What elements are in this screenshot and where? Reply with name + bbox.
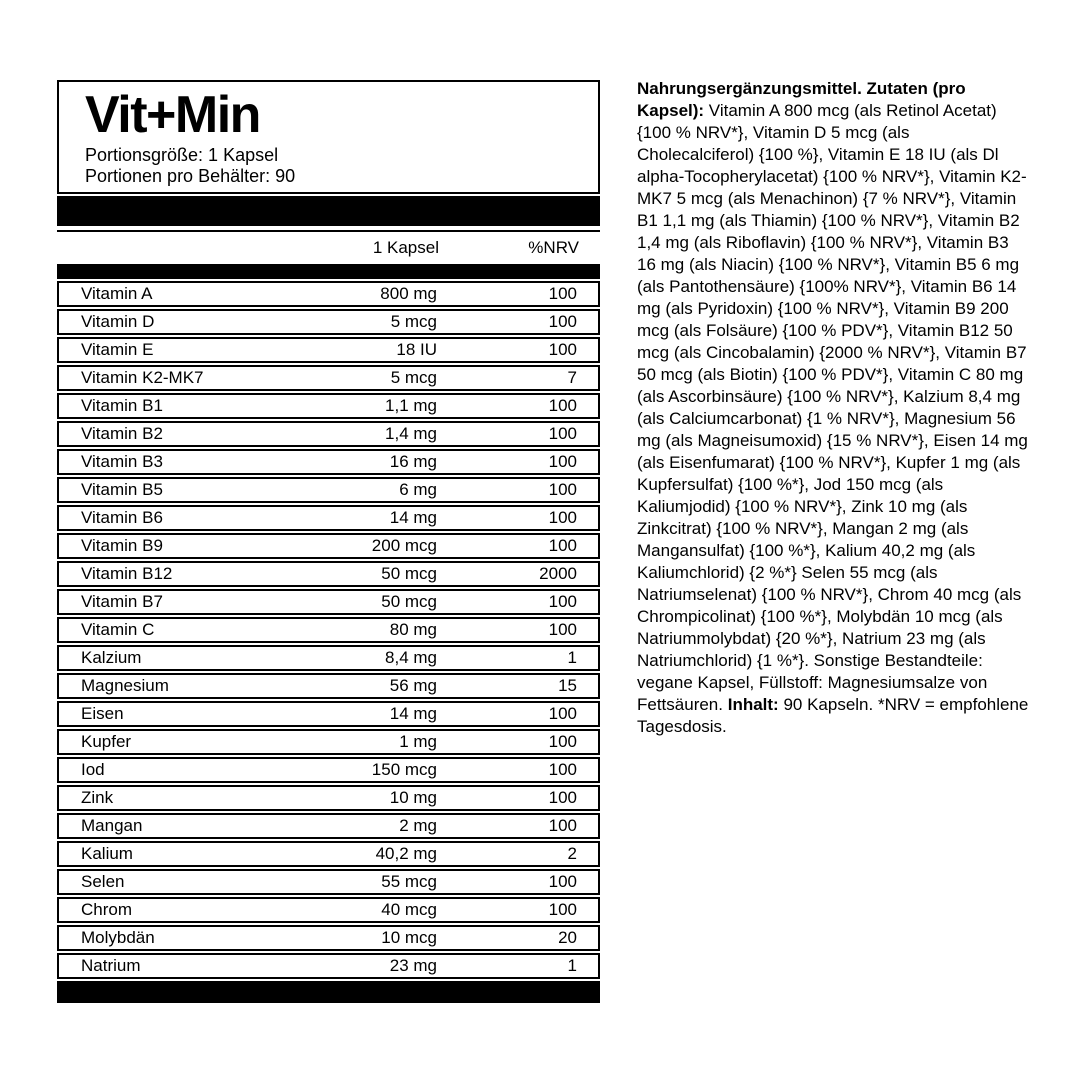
row-nutrient-name: Vitamin K2-MK7 [81, 368, 204, 387]
divider-bar-middle [57, 264, 600, 279]
table-row [57, 813, 600, 839]
row-nutrient-name: Vitamin B7 [81, 592, 163, 611]
row-nutrient-name: Vitamin D [81, 312, 155, 331]
row-amount: 2 mg [399, 816, 437, 835]
ingredients-lead: Nahrungsergänzungsmittel. Zutaten (pro Kapsel): [637, 79, 966, 120]
row-amount: 16 mg [389, 452, 437, 471]
row-amount: 14 mg [389, 704, 437, 723]
row-nrv-percent: 1 [567, 648, 577, 667]
row-amount: 10 mcg [381, 928, 437, 947]
row-amount: 800 mg [380, 284, 437, 303]
row-amount: 80 mg [389, 620, 437, 639]
table-row [57, 617, 600, 643]
table-row [57, 757, 600, 783]
row-amount: 14 mg [389, 508, 437, 527]
table-column-header [57, 230, 600, 264]
row-nrv-percent: 100 [548, 760, 577, 779]
row-nutrient-name: Vitamin B6 [81, 508, 163, 527]
row-nutrient-name: Kalium [81, 844, 133, 863]
ingredients-text [637, 78, 1029, 738]
table-row [57, 673, 600, 699]
table-row [57, 729, 600, 755]
table-row [57, 421, 600, 447]
table-row [57, 785, 600, 811]
row-nutrient-name: Selen [81, 872, 125, 891]
row-amount: 5 mcg [390, 368, 437, 387]
row-nrv-percent: 100 [548, 424, 577, 443]
row-nutrient-name: Vitamin B1 [81, 396, 163, 415]
row-nutrient-name: Vitamin B3 [81, 452, 163, 471]
row-amount: 1,1 mg [385, 396, 437, 415]
row-nutrient-name: Vitamin A [81, 284, 153, 303]
row-nrv-percent: 100 [548, 508, 577, 527]
row-nrv-percent: 100 [548, 452, 577, 471]
row-amount: 40,2 mg [375, 844, 437, 863]
row-nrv-percent: 7 [567, 368, 577, 387]
row-amount: 23 mg [389, 956, 437, 975]
table-row [57, 869, 600, 895]
row-amount: 8,4 mg [385, 648, 437, 667]
row-amount: 5 mcg [390, 312, 437, 331]
row-nrv-percent: 100 [548, 704, 577, 723]
row-nutrient-name: Magnesium [81, 676, 169, 695]
row-nrv-percent: 1 [567, 956, 577, 975]
table-row [57, 701, 600, 727]
row-amount: 1 mg [399, 732, 437, 751]
table-row [57, 365, 600, 391]
row-nutrient-name: Vitamin B5 [81, 480, 163, 499]
row-nutrient-name: Eisen [81, 704, 124, 723]
column-header-amount: 1 Kapsel [372, 238, 439, 257]
ingredients-body: Vitamin A 800 mcg (als Retinol Acetat) {100 % NRV*}, Vitamin D 5 mcg (als Cholecalciferol) {100 %}, Vitamin E 18 IU (als Dl alpha-Tocopherylacetat) {100 % NRV*}, Vitamin K2-MK7 5 mcg (als Menachinon) {7 % NRV*}, Vitamin B1 1,1 mg (als Thiamin) {100 % NRV*}, Vitamin B2 1,4 mg (als Riboflavin) {100 % NRV*}, Vitamin B3 16 mg (als Niacin) {100 % NRV*}, Vitamin B5 6 mg (als Pantothensäure) {100% NRV*}, Vitamin B6 14 mg (als Pyridoxin) {100 % NRV*}, Vitamin B9 200 mcg (als Folsäure) {100 % PDV*}, Vitamin B12 50 mcg (als Cincobalamin) {2000 % NRV*}, Vitamin B7 50 mcg (als Biotin) {100 % PDV*}, Vitamin C 80 mg (als Ascorbinsäure) {100 % NRV*}, Kalzium 8,4 mg (als Calciumcarbonat) {1 % NRV*}, Magnesium 56 mg (als Magneisumoxid) {15 % NRV*}, Eisen 14 mg (als Eisenfumarat) {100 % NRV*}, Kupfer 1 mg (als Kupfersulfat) {100 %*}, Jod 150 mcg (als Kaliumjodid) {100 % NRV*}, Zink 10 mg (als Zinkcitrat) {100 % NRV*}, Mangan 2 mg (als Mangansulfat) {100 %*}, Kalium 40,2 mg (als Kaliumchlorid) {2 %*} Selen 55 mcg (als Natriumselenat) {100 % NRV*}, Chrom 40 mcg (als Chrompicolinat) {100 %*}, Molybdän 10 mcg (als Natriummolybdat) {20 %*}, Natrium 23 mg (als Natriumchlorid) {1 %*}. Sonstige Bestandteile: vegane Kapsel, Füllstoff: Magnesiumsalze von Fettsäuren. [637, 101, 1028, 714]
row-nrv-percent: 100 [548, 816, 577, 835]
table-row [57, 477, 600, 503]
row-nrv-percent: 100 [548, 592, 577, 611]
row-nutrient-name: Natrium [81, 956, 141, 975]
row-nrv-percent: 100 [548, 396, 577, 415]
table-row [57, 897, 600, 923]
table-row [57, 953, 600, 979]
row-nrv-percent: 100 [548, 480, 577, 499]
ingredients-tail: 90 Kapseln. *NRV = empfohlene Tagesdosis. [637, 695, 1029, 736]
row-amount: 55 mcg [381, 872, 437, 891]
row-amount: 50 mcg [381, 592, 437, 611]
product-title: Vit+Min [85, 86, 260, 144]
row-amount: 10 mg [389, 788, 437, 807]
divider-bar-bottom [57, 981, 600, 1003]
table-row [57, 337, 600, 363]
row-nutrient-name: Zink [81, 788, 114, 807]
facts-header-box [57, 80, 600, 194]
row-nutrient-name: Iod [81, 760, 105, 779]
table-row [57, 533, 600, 559]
row-nutrient-name: Vitamin B2 [81, 424, 163, 443]
table-row [57, 645, 600, 671]
row-nutrient-name: Kalzium [81, 648, 142, 667]
column-header-nrv: %NRV [528, 238, 579, 257]
row-amount: 56 mg [389, 676, 437, 695]
table-row [57, 841, 600, 867]
row-nrv-percent: 100 [548, 620, 577, 639]
row-amount: 150 mcg [371, 760, 437, 779]
row-amount: 50 mcg [381, 564, 437, 583]
row-nutrient-name: Vitamin B12 [81, 564, 173, 583]
divider-bar-top [57, 196, 600, 226]
row-amount: 6 mg [399, 480, 437, 499]
row-nrv-percent: 2000 [539, 564, 577, 583]
row-nrv-percent: 100 [548, 900, 577, 919]
row-nrv-percent: 20 [558, 928, 577, 947]
row-nutrient-name: Vitamin E [81, 340, 154, 359]
row-nutrient-name: Molybdän [81, 928, 155, 947]
row-nrv-percent: 100 [548, 312, 577, 331]
row-nrv-percent: 100 [548, 732, 577, 751]
row-nutrient-name: Vitamin C [81, 620, 155, 639]
table-row [57, 589, 600, 615]
table-row [57, 925, 600, 951]
row-nrv-percent: 100 [548, 872, 577, 891]
table-row [57, 449, 600, 475]
row-nrv-percent: 100 [548, 788, 577, 807]
row-nutrient-name: Mangan [81, 816, 143, 835]
row-nutrient-name: Vitamin B9 [81, 536, 163, 555]
row-nutrient-name: Chrom [81, 900, 133, 919]
row-amount: 40 mcg [381, 900, 437, 919]
supplement-facts-panel [57, 80, 600, 1003]
row-nrv-percent: 100 [548, 284, 577, 303]
row-nrv-percent: 100 [548, 536, 577, 555]
table-row [57, 281, 600, 307]
serving-size: Portionsgröße: 1 Kapsel [85, 145, 279, 165]
ingredients-inhalt-label: Inhalt: [727, 695, 779, 714]
nutrition-table [57, 281, 600, 979]
table-row [57, 561, 600, 587]
row-amount: 200 mcg [371, 536, 437, 555]
table-row [57, 505, 600, 531]
row-nrv-percent: 2 [567, 844, 577, 863]
row-nrv-percent: 15 [558, 676, 577, 695]
row-amount: 18 IU [396, 340, 437, 359]
table-row [57, 309, 600, 335]
row-nutrient-name: Kupfer [81, 732, 132, 751]
table-row [57, 393, 600, 419]
servings-per-container: Portionen pro Behälter: 90 [85, 166, 296, 186]
row-nrv-percent: 100 [548, 340, 577, 359]
row-amount: 1,4 mg [385, 424, 437, 443]
